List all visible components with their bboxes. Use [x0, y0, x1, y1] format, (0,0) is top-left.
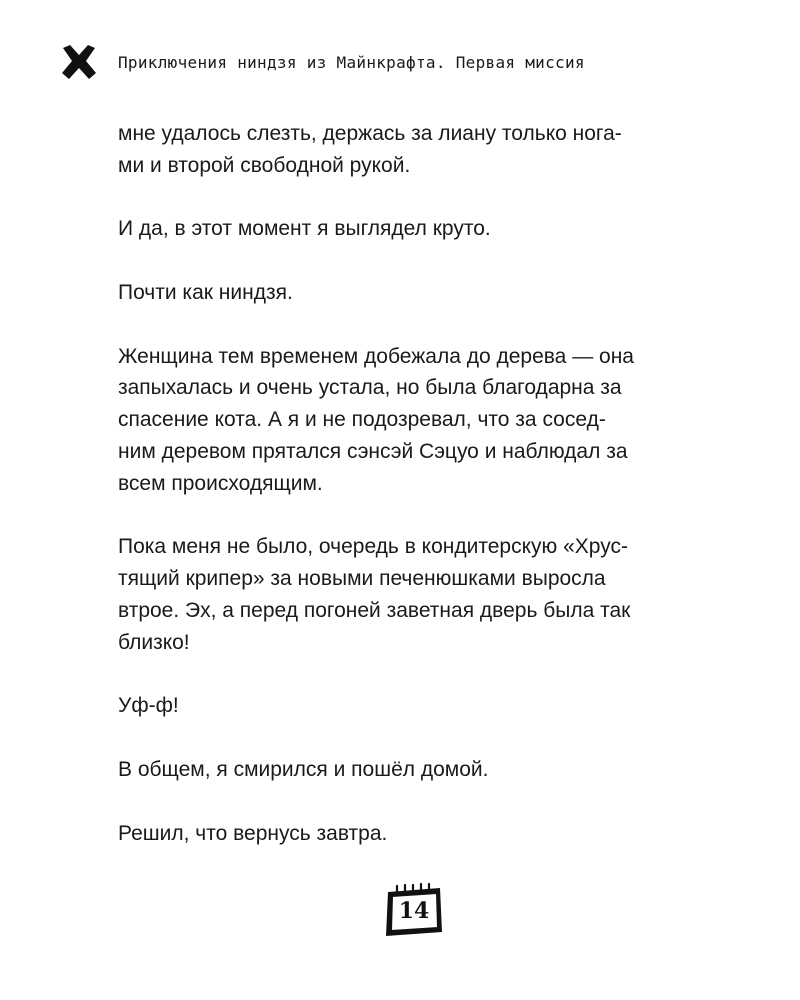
text-line: Уф-ф! [118, 694, 179, 718]
text-line: Почти как ниндзя. [118, 280, 293, 304]
paragraph [118, 531, 718, 658]
text-line: Пока меня не было, очередь в кондитерскую «Хрус- [118, 535, 628, 559]
header-title: Приключения ниндзя из Майнкрафта. Первая миссия [118, 52, 585, 72]
paragraph [118, 118, 718, 182]
text-line: близко! [118, 630, 190, 654]
text-line: И да, в этот момент я выглядел круто. [118, 217, 491, 241]
text-line: Решил, что вернусь завтра. [118, 821, 388, 845]
text-line: мне удалось слезть, держась за лиану только нога- [118, 122, 622, 145]
text-line: тящий крипер» за новыми печенюшками выросла [118, 567, 606, 591]
paragraph [118, 341, 718, 500]
paragraph [118, 818, 718, 850]
text-line: спасение кота. А я и не подозревал, что за сосед- [118, 408, 606, 432]
text-line: ним деревом прятался сэнсэй Сэцуо и наблюдал за [118, 439, 628, 463]
paragraph [118, 277, 718, 309]
crossed-swords-icon [60, 44, 98, 80]
paragraph [118, 754, 718, 786]
paragraph [118, 690, 718, 722]
text-line: всем происходящим. [118, 471, 323, 495]
running-header [60, 44, 585, 80]
text-line: В общем, я смирился и пошёл домой. [118, 757, 489, 781]
body-text [118, 118, 718, 849]
text-line: Женщина тем временем добежала до дерева — она [118, 344, 634, 368]
paragraph [118, 213, 718, 245]
text-line: запыхалась и очень устала, но была благодарна за [118, 376, 622, 400]
page-number-label: 14 [398, 898, 430, 924]
page-number [380, 882, 446, 940]
text-line: втрое. Эх, а перед погоней заветная дверь была так [118, 598, 631, 622]
text-line: ми и второй свободной рукой. [118, 153, 411, 177]
